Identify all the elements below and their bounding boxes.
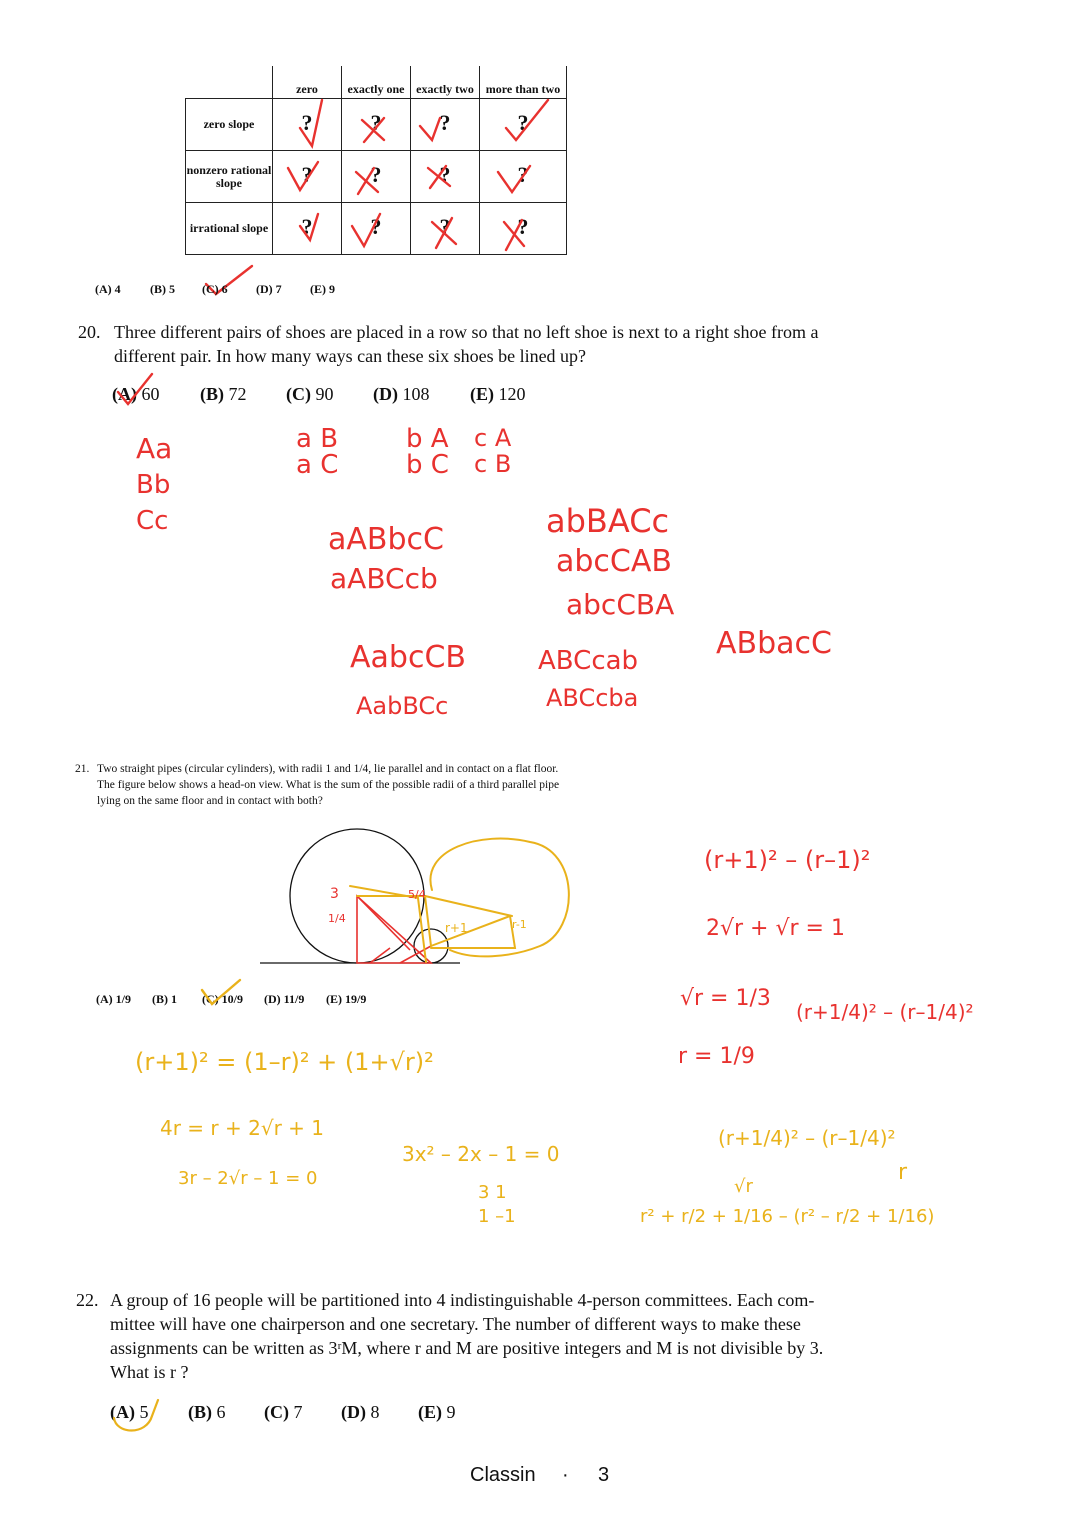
cross-mark-icon <box>504 220 524 250</box>
cross-mark-icon <box>356 168 378 194</box>
note-r4: (r+1/4)² – (r–1/4)² <box>796 1000 974 1024</box>
q21-choice-e: (E) 19/9 <box>326 992 367 1006</box>
q21-choice-c: (C) 10/9 <box>202 992 243 1006</box>
q20-choice-b: (B) 72 <box>200 384 247 404</box>
q22-answer-circle <box>106 1394 176 1438</box>
note-seq-7: AabBCc <box>356 692 449 720</box>
note-cA: c A <box>474 424 512 452</box>
q22-number: 22. <box>76 1290 99 1310</box>
q20-text-line2: different pair. In how many ways can these six shoes be lined up? <box>114 346 587 366</box>
footer-separator: · <box>562 1464 569 1486</box>
q20-text-line1: Three different pairs of shoes are placed in a row so that no left shoe is next to a right shoe from a <box>114 322 819 342</box>
note-seq-6: AabcCB <box>350 640 466 675</box>
q21-answer-check <box>196 976 256 1016</box>
note-y1: (r+1)² = (1–r)² + (1+√r)² <box>135 1048 434 1076</box>
cell-mark: ? <box>517 162 529 187</box>
row-header: zero slope <box>186 99 273 151</box>
q20-answer-check <box>110 370 170 410</box>
note-seq-8: ABCcab <box>538 646 639 676</box>
q21-figure <box>250 820 590 980</box>
fig-label-r-plus-1: r+1 <box>445 921 468 935</box>
q21-choice-a: (A) 1/9 <box>96 992 131 1006</box>
cell-mark: ? <box>301 214 313 239</box>
note-seq-9: ABCcba <box>546 684 639 712</box>
q19-choice-d: (D) 7 <box>256 282 282 296</box>
row-header: irrational slope <box>186 203 273 255</box>
note-y2: 4r = r + 2√r + 1 <box>160 1116 325 1140</box>
note-seq-10: ABbacC <box>716 626 832 661</box>
q22-choice-e: (E) 9 <box>418 1402 456 1422</box>
q21-text-line2: The figure below shows a head-on view. What is the sum of the possible radii of a third parallel pipe <box>97 779 560 791</box>
check-mark-icon <box>288 162 318 190</box>
note-seq-3: abBACc <box>546 502 670 540</box>
check-mark-icon <box>420 118 440 140</box>
cell-mark: ? <box>370 162 382 187</box>
fig-label-1-4: 1/4 <box>328 912 346 925</box>
note-cB: c B <box>474 450 512 478</box>
fig-label-3: 3 <box>330 886 339 902</box>
q21-text-line3: lying on the same floor and in contact with both? <box>97 795 323 807</box>
note-y5: 3 1 <box>478 1182 507 1203</box>
check-mark-icon <box>352 214 380 246</box>
note-r5: r = 1/9 <box>678 1044 755 1069</box>
note-pair-aa: Aa <box>136 432 173 465</box>
note-y3: 3r – 2√r – 1 = 0 <box>178 1168 318 1189</box>
q20-choice-c: (C) 90 <box>286 384 334 404</box>
cell-mark: ? <box>517 214 529 239</box>
cross-mark-icon <box>428 166 450 188</box>
note-y10: r <box>898 1160 908 1185</box>
cell-mark: ? <box>439 162 451 187</box>
q20-choice-a: (A) 60 <box>112 384 160 404</box>
q22-choice-b: (B) 6 <box>188 1402 226 1422</box>
cell-mark: ? <box>517 110 529 135</box>
note-seq-5: abcCBA <box>566 588 675 621</box>
q19-choice-a: (A) 4 <box>95 282 121 296</box>
cell-mark: ? <box>370 214 382 239</box>
q20-number: 20. <box>78 322 101 342</box>
fig-label-5-4: 5/4 <box>408 888 426 901</box>
q21-choice-b: (B) 1 <box>152 992 177 1006</box>
note-r2: 2√r + √r = 1 <box>706 916 845 941</box>
col-header: exactly two <box>411 66 480 99</box>
cell-mark: ? <box>370 110 382 135</box>
cell-mark: ? <box>439 214 451 239</box>
footer-page-number: 3 <box>598 1464 610 1486</box>
check-mark-icon <box>498 166 530 192</box>
cross-mark-icon <box>432 218 456 248</box>
check-mark-icon <box>300 100 322 146</box>
q19-choice-b: (B) 5 <box>150 282 175 296</box>
q21-text-line1: Two straight pipes (circular cylinders), with radii 1 and 1/4, lie parallel and in contact on a flat floor. <box>97 763 559 775</box>
table-annotations <box>0 0 1080 300</box>
footer-brand: Classin <box>470 1464 536 1486</box>
q19-choice-e: (E) 9 <box>310 282 335 296</box>
q22-text-line4: What is r ? <box>110 1362 189 1382</box>
q20-choice-e: (E) 120 <box>470 384 526 404</box>
note-y7: (r+1/4)² – (r–1/4)² <box>718 1126 896 1150</box>
col-header: zero <box>273 66 342 99</box>
cell-mark: ? <box>439 110 451 135</box>
cell-mark: ? <box>301 110 313 135</box>
note-r1: (r+1)² – (r–1)² <box>704 846 871 874</box>
check-mark-icon <box>300 214 318 240</box>
q22-choice-c: (C) 7 <box>264 1402 303 1422</box>
note-y9: r² + r/2 + 1/16 – (r² – r/2 + 1/16) <box>640 1206 935 1227</box>
note-y4: 3x² – 2x – 1 = 0 <box>402 1142 560 1166</box>
col-header: more than two <box>480 66 567 99</box>
note-seq-4: abcCAB <box>556 544 672 579</box>
note-seq-1: aABbcC <box>328 522 444 557</box>
note-pair-bb: Bb <box>136 470 171 500</box>
q22-choice-a: (A) 5 <box>110 1402 149 1422</box>
note-bA: b A <box>406 424 449 454</box>
note-seq-2: aABCcb <box>330 562 438 595</box>
col-header: exactly one <box>342 66 411 99</box>
fig-label-r-minus-1: r-1 <box>512 918 527 931</box>
note-y8: √r <box>734 1176 753 1197</box>
q20-choice-d: (D) 108 <box>373 384 430 404</box>
note-y6: 1 –1 <box>478 1206 516 1227</box>
note-r3: √r = 1/3 <box>680 986 771 1011</box>
q22-choice-d: (D) 8 <box>341 1402 380 1422</box>
row-header: nonzero rational slope <box>186 151 273 203</box>
note-bC: b C <box>406 450 449 480</box>
note-pair-cc: Cc <box>136 506 169 536</box>
q22-text-line2: mittee will have one chairperson and one secretary. The number of different ways to make these <box>110 1314 801 1334</box>
check-mark-icon <box>506 100 548 140</box>
note-aB: a B <box>296 424 339 454</box>
q22-text-line3: assignments can be written as 3ʳM, where r and M are positive integers and M is not divisible by 3. <box>110 1338 824 1358</box>
cross-mark-icon <box>362 118 384 142</box>
q21-number: 21. <box>75 763 90 775</box>
q22-text-line1: A group of 16 people will be partitioned into 4 indistinguishable 4-person committees. Each com- <box>110 1290 815 1310</box>
q21-choice-d: (D) 11/9 <box>264 992 305 1006</box>
note-aC: a C <box>296 450 339 480</box>
q19-choice-c: (C) 6 <box>202 282 228 296</box>
cell-mark: ? <box>301 162 313 187</box>
